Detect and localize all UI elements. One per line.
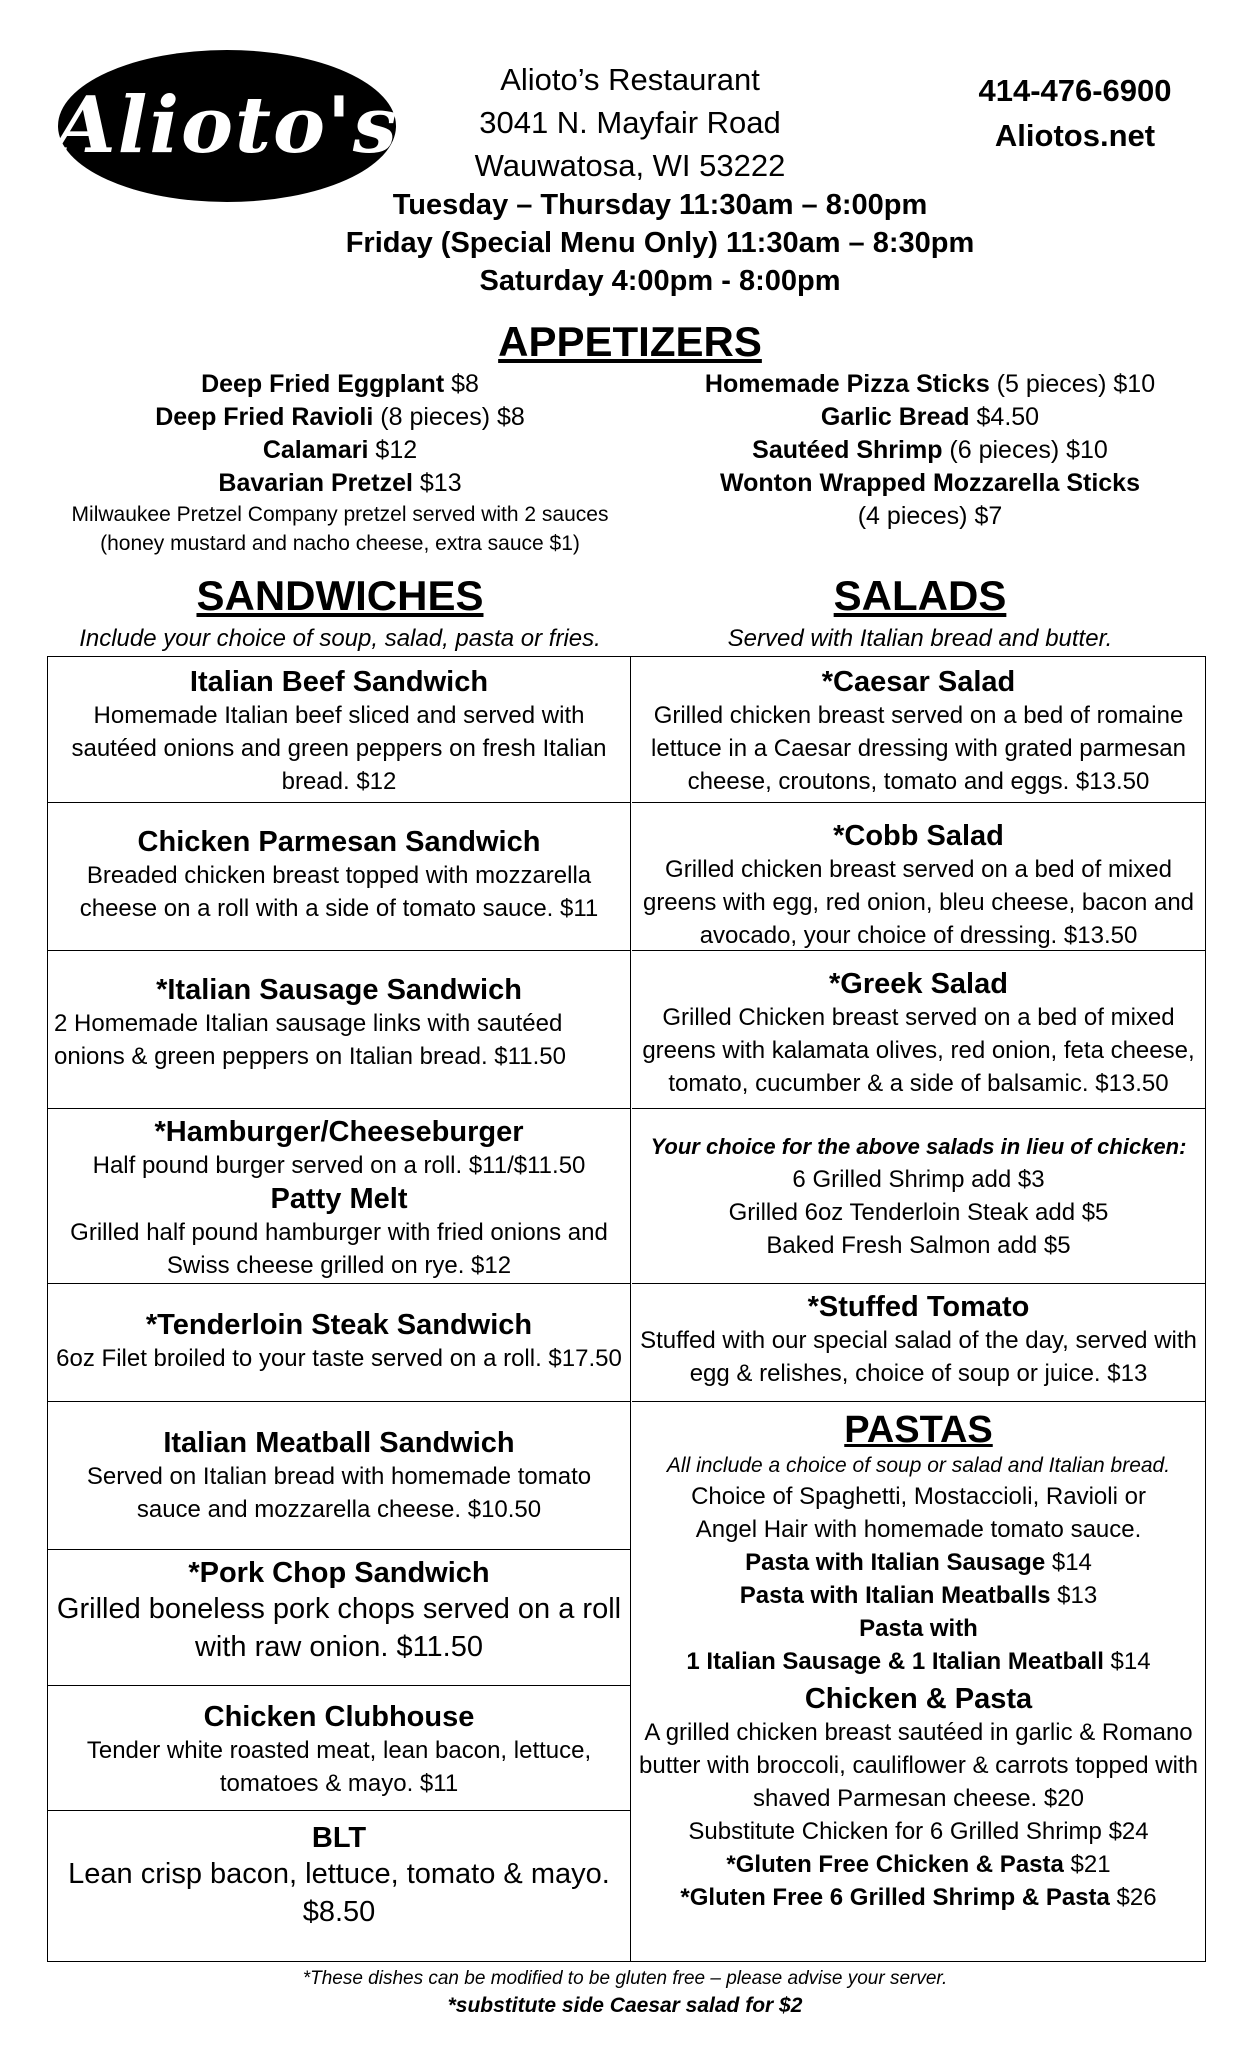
sandwich-cell (48, 1283, 630, 1401)
pretzel-note: Milwaukee Pretzel Company pretzel served with 2 sauces (71, 503, 609, 526)
sandwiches-title: SANDWICHES (196, 572, 484, 619)
menu-item: Homemade Pizza Sticks (5 pieces) $10 (704, 370, 1156, 398)
item-description: Grilled boneless pork chops served on a roll with raw onion. $11.50 (56, 1593, 622, 1663)
restaurant-name: Alioto’s Restaurant (500, 62, 760, 97)
item-name: *Stuffed Tomato (807, 1291, 1030, 1323)
substitution-option: Baked Fresh Salmon add $5 (766, 1232, 1071, 1259)
item-name: *Cobb Salad (833, 820, 1004, 852)
item-name: Chicken & Pasta (804, 1683, 1033, 1715)
pastas-title: PASTAS (844, 1409, 993, 1451)
item-name: *Greek Salad (829, 968, 1008, 1000)
appetizers-title: APPETIZERS (498, 318, 762, 365)
substitution-heading: Your choice for the above salads in lieu of chicken: (650, 1134, 1187, 1159)
item-description: Stuffed with our special salad of the day, served with egg & relishes, choice of soup or juice. $13 (640, 1327, 1197, 1387)
sandwich-cell (48, 802, 630, 950)
item-description: Lean crisp bacon, lettuce, tomato & mayo. $8.50 (68, 1858, 610, 1928)
salad-cell (632, 950, 1205, 1108)
item-description: Grilled Chicken breast served on a bed of mixed greens with kalamata olives, red onion, feta cheese, tomato, cucumber & a side of balsamic. $13.50 (642, 1004, 1195, 1097)
salad-cell (632, 657, 1205, 802)
pretzel-note: (honey mustard and nacho cheese, extra sauce $1) (100, 532, 580, 555)
menu-item: Calamari $12 (262, 436, 418, 464)
item-name: *Italian Sausage Sandwich (156, 974, 522, 1006)
substitute-note: *substitute side Caesar salad for $2 (447, 1994, 803, 2017)
item-description: Homemade Italian beef sliced and served with sautéed onions and green peppers on fresh Italian bread. $12 (71, 702, 607, 795)
substitution-option: Grilled 6oz Tenderloin Steak add $5 (728, 1199, 1109, 1226)
salads-subtitle: Served with Italian bread and butter. (727, 625, 1113, 652)
item-name: Chicken Clubhouse (203, 1701, 475, 1733)
item-description: Tender white roasted meat, lean bacon, lettuce, tomatoes & mayo. $11 (86, 1737, 592, 1797)
sandwich-cell (48, 1810, 630, 1960)
item-description: 6oz Filet broiled to your taste served on a roll. $17.50 (56, 1345, 622, 1372)
item-description: Grilled chicken breast served on a bed of romaine lettuce in a Caesar dressing with grated parmesan cheese, croutons, tomato and eggs. $13.50 (651, 702, 1186, 795)
item-name: BLT (311, 1822, 367, 1854)
sandwich-cell (48, 1685, 630, 1810)
gluten-free-note: *These dishes can be modified to be gluten free – please advise your server. (302, 1968, 948, 1989)
menu-item: *Gluten Free 6 Grilled Shrimp & Pasta $26 (680, 1884, 1157, 1911)
restaurant-logo (55, 50, 399, 202)
salads-title: SALADS (833, 572, 1007, 619)
menu-item: *Gluten Free Chicken & Pasta $21 (726, 1851, 1111, 1878)
hours-block (300, 186, 1020, 300)
logo-text: Alioto's (55, 80, 399, 171)
item-name: Chicken Parmesan Sandwich (137, 826, 541, 858)
sandwiches-subtitle: Include your choice of soup, salad, pasta or fries. (79, 625, 601, 652)
hours-line: Saturday 4:00pm - 8:00pm (479, 265, 841, 297)
item-name: Italian Meatball Sandwich (163, 1427, 515, 1459)
hours-line: Tuesday – Thursday 11:30am – 8:00pm (392, 189, 928, 221)
phone-number: 414-476-6900 (978, 73, 1172, 108)
sandwich-cell (48, 1549, 630, 1685)
item-description: 2 Homemade Italian sausage links with sautéed onions & green peppers on Italian bread. $11.50 (54, 1010, 566, 1070)
pastas-cell (632, 1401, 1205, 1960)
salad-substitution-cell (632, 1108, 1205, 1283)
substitution-option: 6 Grilled Shrimp add $3 (792, 1166, 1045, 1193)
website: Aliotos.net (994, 118, 1156, 153)
column-divider (630, 656, 631, 1962)
item-name: *Tenderloin Steak Sandwich (145, 1309, 533, 1341)
sandwich-cell (48, 1401, 630, 1549)
menu-item: 1 Italian Sausage & 1 Italian Meatball $14 (686, 1648, 1151, 1675)
item-description: Half pound burger served on a roll. $11/$11.50 (92, 1152, 586, 1179)
appetizers-left-column (60, 368, 620, 558)
menu-item: Pasta with Italian Sausage $14 (745, 1549, 1092, 1576)
pasta-intro: Angel Hair with homemade tomato sauce. (695, 1516, 1142, 1543)
address-block (420, 58, 840, 187)
appetizers-right-column (660, 368, 1200, 533)
sandwich-cell (48, 657, 630, 802)
menu-item: Deep Fried Eggplant $8 (201, 370, 479, 398)
menu-item: Bavarian Pretzel $13 (218, 469, 462, 497)
menu-item: Garlic Bread $4.50 (820, 403, 1040, 431)
item-name: Italian Beef Sandwich (189, 666, 489, 698)
address-line-1: 3041 N. Mayfair Road (479, 105, 781, 140)
pastas-subtitle: All include a choice of soup or salad and Italian bread. (666, 1454, 1171, 1477)
item-name: *Caesar Salad (821, 666, 1016, 698)
contact-block (950, 68, 1200, 158)
item-description: A grilled chicken breast sautéed in garlic & Romano butter with broccoli, cauliflower & carrots topped with shaved Parmesan cheese. $20 (639, 1719, 1198, 1812)
item-description: Served on Italian bread with homemade tomato sauce and mozzarella cheese. $10.50 (86, 1463, 592, 1523)
sandwich-cell (48, 1108, 630, 1283)
hours-line: Friday (Special Menu Only) 11:30am – 8:30pm (345, 227, 975, 259)
item-name: Patty Melt (270, 1183, 408, 1215)
pasta-intro: Choice of Spaghetti, Mostaccioli, Ravioli or (691, 1483, 1146, 1510)
menu-item: Sautéed Shrimp (6 pieces) $10 (752, 436, 1108, 464)
item-name: *Hamburger/Cheeseburger (154, 1116, 524, 1148)
salad-cell (632, 1283, 1205, 1401)
address-line-2: Wauwatosa, WI 53222 (474, 148, 786, 183)
menu-item: Pasta with (859, 1615, 978, 1642)
menu-item: Wonton Wrapped Mozzarella Sticks (720, 469, 1140, 497)
item-name: *Pork Chop Sandwich (188, 1557, 490, 1589)
menu-item: Substitute Chicken for 6 Grilled Shrimp $24 (688, 1818, 1149, 1845)
item-description: Grilled half pound hamburger with fried onions and Swiss cheese grilled on rye. $12 (70, 1219, 608, 1279)
menu-item: Pasta with Italian Meatballs $13 (739, 1582, 1098, 1609)
item-description: Grilled chicken breast served on a bed of mixed greens with egg, red onion, bleu cheese, bacon and avocado, your choice of dressing. $13.50 (642, 856, 1195, 949)
salad-cell (632, 802, 1205, 950)
sandwich-cell (48, 950, 630, 1108)
menu-item: Deep Fried Ravioli (8 pieces) $8 (155, 403, 525, 431)
menu-item-detail: (4 pieces) $7 (857, 502, 1003, 530)
item-description: Breaded chicken breast topped with mozzarella cheese on a roll with a side of tomato sauce. $11 (79, 862, 599, 922)
